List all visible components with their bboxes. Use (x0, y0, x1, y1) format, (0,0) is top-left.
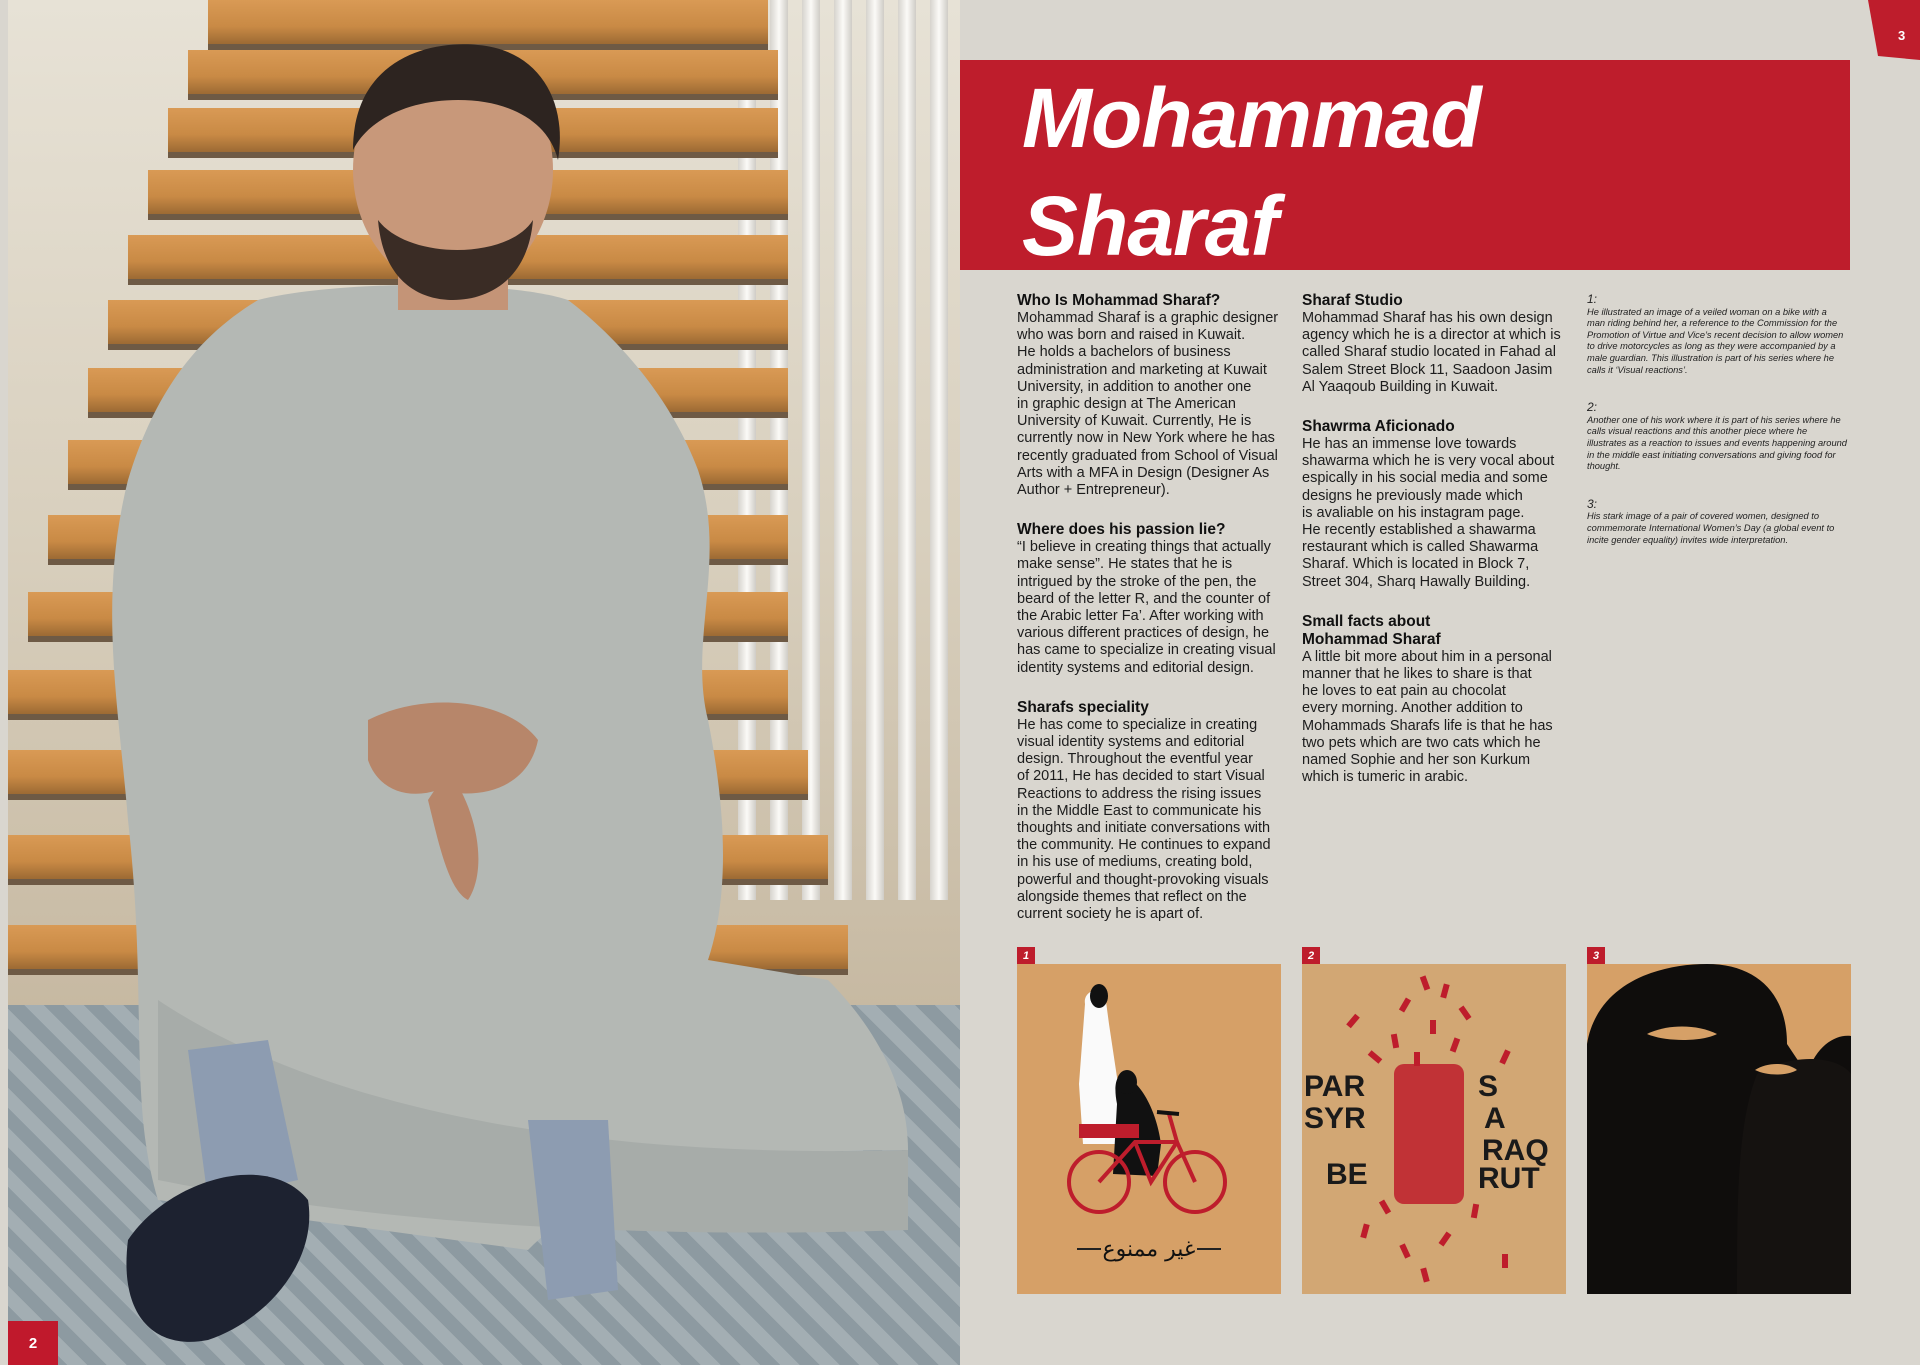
artwork-thumbnail-2 (1302, 964, 1566, 1294)
section-body: Mohammad Sharaf has his own design agency which he is a director at which is called Sharaf studio located in Fahad al Salem Street Block 11, Saadoon Jasim Al Yaaqoub Building in Kuwait. (1302, 310, 1561, 395)
section-body: Mohammad Sharaf is a graphic designer who was born and raised in Kuwait. He holds a bachelors of business administration and marketing at Kuwait University, in addition to another one in graphic design at The American University of Kuwait. Currently, He is currently now in New York where he has recently graduated from School of Visual Arts with a MFA in Design (Designer As Author + Entrepreneur). (1017, 310, 1279, 499)
page-number-right-tab (1860, 0, 1920, 70)
thumbnail-tag-2: 2 (1302, 947, 1320, 965)
section-body: He has come to specialize in creating visual identity systems and editorial design. Throughout the eventful year of 2011, He has decided to start Visual Reactions to address the rising issues in the Middle East to communicate his thoughts and initiate conversations with the community. He continues to expand in his use of mediums, creating bold, powerful and thought-provoking visuals alongside themes that reflect on the current society he is apart of. (1017, 716, 1271, 923)
poster-word-5: A (1484, 1102, 1506, 1135)
article-column-1 (1017, 292, 1287, 945)
section-heading: Small facts about Mohammad Sharaf (1302, 612, 1441, 648)
note-2: 2: Another one of his work where it is part of his series where he calls visual reactions and this another piece where he illustrates as a reaction to issues and events happening around in the middle east initiating conversations and giving food for thought. (1587, 400, 1847, 472)
thumbnail-tag-1: 1 (1017, 947, 1035, 965)
page-number-right: 3 (1898, 28, 1906, 43)
section-heading: Where does his passion lie? (1017, 521, 1226, 539)
caption-notes (1587, 294, 1847, 572)
poster-word-4: S (1478, 1070, 1499, 1103)
poster-word-7: RUT (1478, 1162, 1540, 1195)
section-body: A little bit more about him in a personal manner that he likes to share is that he loves to eat pain au chocolat every morning. Another addition to Mohammads Sharafs life is that he has two pets which are two cats which he named Sophie and her son Kurkum which is tumeric in arabic. (1302, 648, 1553, 786)
cities-typography-poster (1302, 964, 1566, 1294)
section-heading: Sharafs speciality (1017, 698, 1149, 716)
page-title (1022, 64, 1481, 280)
title-line-2: Sharaf (1022, 179, 1278, 273)
thumbnail-1-caption: غير ممنوع (1102, 1237, 1196, 1262)
note-3: 3: His stark image of a pair of covered women, designed to commemorate International Women’s Day (a global event to incite gender equality) invites wide interpretation. (1587, 496, 1835, 545)
bicycle-illustration (1017, 964, 1281, 1294)
artwork-thumbnail-1 (1017, 964, 1281, 1294)
section-body: “I believe in creating things that actually make sense”. He states that he is intrigued by the stroke of the pen, the beard of the letter R, and the counter of the Arabic letter Fa’. After working with various different practices of design, he has came to specialize in creating visual identity systems and editorial design. (1017, 539, 1276, 676)
veiled-women-illustration (1587, 964, 1851, 1294)
artwork-thumbnail-3 (1587, 964, 1851, 1294)
page-number-left: 2 (8, 1321, 58, 1365)
section-heading: Shawrma Aficionado (1302, 418, 1455, 436)
portrait-photo (8, 0, 960, 1365)
note-1: 1: He illustrated an image of a veiled woman on a bike with a man riding behind her, a reference to the Commission for the Promotion of Virtue and Vice’s recent decision to allow women to drive motorcycles as long as they were accompanied by a male guardian. This illustration is part of his series where he calls it ‘Visual reactions’. (1587, 292, 1844, 375)
section-heading: Sharaf Studio (1302, 292, 1403, 309)
person-figure (8, 0, 960, 1365)
poster-word-3: BE (1326, 1158, 1368, 1191)
thumbnail-tag-3: 3 (1587, 947, 1605, 965)
poster-word-2: SYR (1304, 1102, 1366, 1135)
article-column-2 (1302, 292, 1562, 808)
poster-word-1: PAR (1304, 1070, 1366, 1103)
section-body: He has an immense love towards shawarma which he is very vocal about espically in his social media and some designs he previously made which is avaliable on his instagram page. He recently established a shawarma restaurant which is called Shawarma Sharaf. Which is located in Block 7, Street 304, Sharq Hawally Building. (1302, 436, 1555, 590)
section-heading: Who Is Mohammad Sharaf? (1017, 292, 1221, 309)
title-line-1: Mohammad (1022, 71, 1481, 165)
poster-word-6: RAQ (1482, 1134, 1549, 1167)
